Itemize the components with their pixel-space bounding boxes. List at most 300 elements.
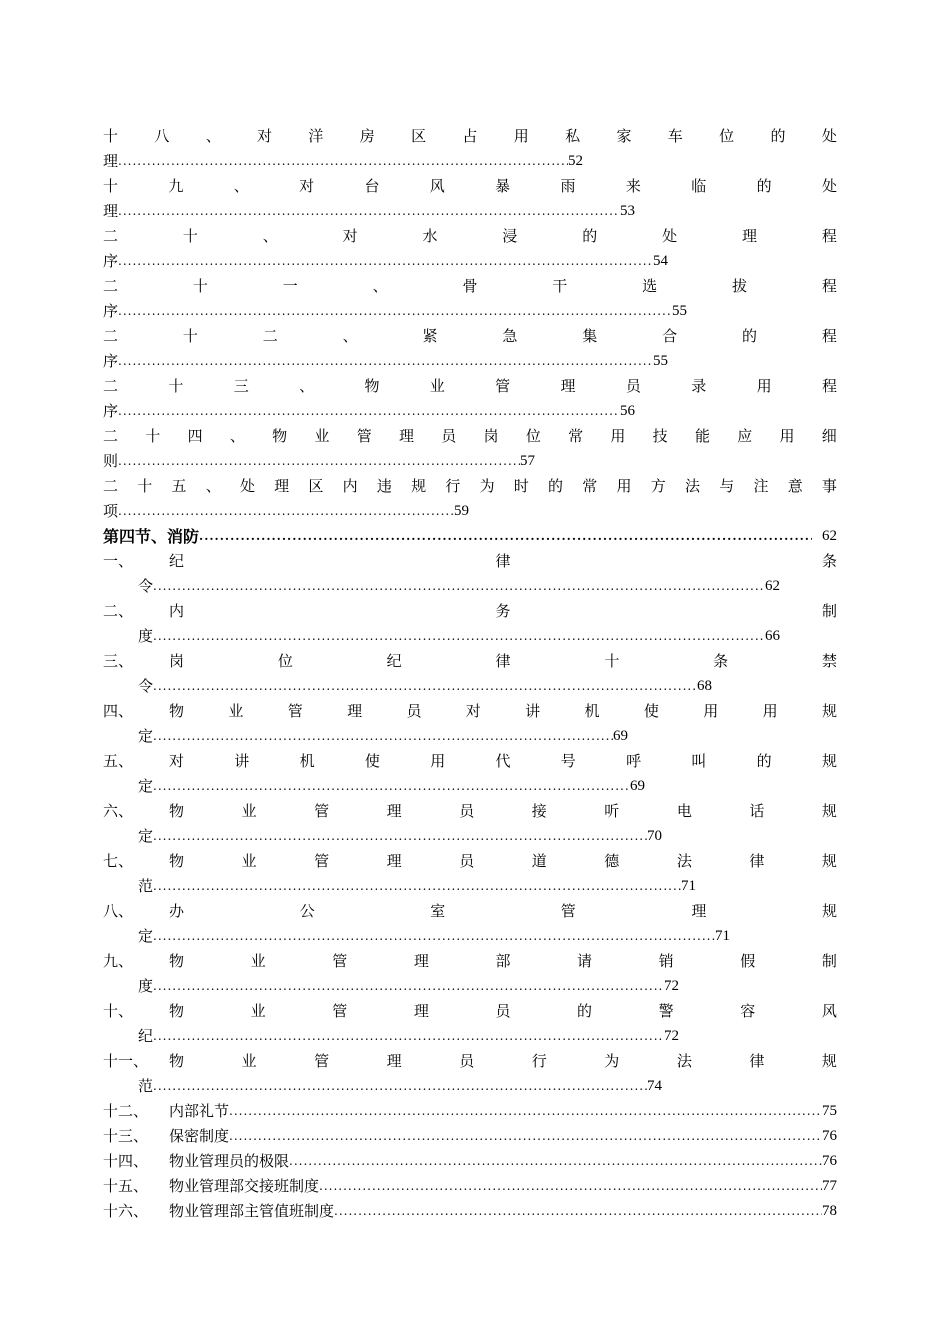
toc-entry-first-line	[103, 999, 837, 1024]
toc-entry-first-line	[103, 124, 837, 149]
toc-entry-second-line	[103, 774, 837, 799]
toc-entry-first-line	[103, 749, 837, 774]
toc-entry-char: 管	[356, 427, 372, 445]
toc-entry-char: 机	[299, 752, 315, 770]
toc-entry-char: 警	[658, 1002, 674, 1020]
toc-entry-char: 理	[274, 477, 290, 495]
toc-entry-second-line	[103, 674, 837, 699]
dot-leader	[229, 1124, 822, 1149]
toc-entry-char: 管	[560, 902, 576, 920]
toc-entry-first-line	[103, 1049, 837, 1074]
toc-entry-char: 常	[582, 477, 598, 495]
toc-entry-char: 占	[462, 127, 478, 145]
toc-entry-char: 风	[821, 1002, 837, 1020]
toc-entry-first-line	[103, 599, 837, 624]
toc-entry-char: 接	[531, 802, 547, 820]
toc-entry-char: 三	[233, 377, 249, 395]
toc-entry-number: 五、	[103, 752, 134, 770]
toc-entry-number: 十三、	[103, 1127, 149, 1145]
toc-entry-char: 机	[584, 702, 600, 720]
toc-entry-char: 房	[359, 127, 375, 145]
toc-entry-char: 浸	[502, 227, 518, 245]
dot-leader	[118, 499, 454, 524]
toc-entry-char: 代	[495, 752, 511, 770]
toc-entry-char: 用	[703, 702, 719, 720]
toc-entry-char: 用	[779, 427, 795, 445]
toc-entry-char: 理	[560, 377, 576, 395]
toc-entry-char: 注	[753, 477, 769, 495]
toc-entry-title	[169, 699, 837, 724]
toc-entry-char: 、	[372, 277, 388, 295]
toc-entry-char: 二	[103, 477, 119, 495]
toc-entry-char: 位	[525, 427, 541, 445]
toc-entry-char: 家	[616, 127, 632, 145]
toc-entry-char: 处	[662, 227, 678, 245]
toc-entry-char: 、	[342, 327, 358, 345]
toc-entry-number: 六、	[103, 802, 134, 820]
page-number: 59	[454, 503, 470, 519]
toc-entry-number: 十四、	[103, 1152, 149, 1170]
toc-entry-char: 管	[287, 702, 303, 720]
toc-entry-char: 号	[560, 752, 576, 770]
page-number: 55	[653, 353, 669, 369]
page-number: 52	[568, 153, 584, 169]
toc-entry-char: 十	[182, 227, 198, 245]
toc-entry-title	[169, 1049, 837, 1074]
toc-entry	[103, 424, 837, 474]
toc-entry-char: 业	[250, 1002, 266, 1020]
toc-entry-char: 业	[429, 377, 445, 395]
toc-entry-char: 、	[229, 427, 245, 445]
toc-entry-char: 暴	[495, 177, 511, 195]
toc-entry-title: 物业管理部主管值班制度	[169, 1202, 335, 1220]
toc-entry	[103, 599, 837, 649]
toc-entry-char: 员	[625, 377, 641, 395]
toc-entry-tail: 范	[138, 1077, 154, 1095]
toc-entry-char: 、	[299, 377, 315, 395]
toc-entry	[103, 799, 837, 849]
toc-entry-char: 事	[821, 477, 837, 495]
toc-entry-char: 私	[565, 127, 581, 145]
toc-entry-char: 二	[103, 427, 119, 445]
toc-entry-tail: 纪	[138, 1027, 154, 1045]
table-of-contents	[103, 124, 837, 1224]
toc-entry-char: 管	[314, 852, 330, 870]
toc-entry-char: 合	[662, 327, 678, 345]
toc-entry-char: 程	[821, 277, 837, 295]
toc-entry-char: 规	[821, 702, 837, 720]
toc-entry-char: 车	[667, 127, 683, 145]
toc-entry-char: 物	[169, 852, 185, 870]
toc-entry-char: 、	[262, 227, 278, 245]
toc-entry-char: 话	[749, 802, 765, 820]
toc-entry-char: 物	[169, 702, 185, 720]
dot-leader	[229, 1099, 822, 1124]
toc-entry-char: 十	[168, 377, 184, 395]
toc-entry-title: 内部礼节	[169, 1102, 230, 1120]
toc-entry-char: 的	[742, 327, 758, 345]
toc-entry	[103, 549, 837, 599]
toc-entry-number: 十一、	[103, 1052, 149, 1070]
toc-entry	[103, 124, 837, 174]
page-number: 57	[520, 453, 536, 469]
toc-entry-char: 的	[756, 752, 772, 770]
toc-entry-char: 骨	[462, 277, 478, 295]
toc-entry-second-line	[103, 249, 837, 274]
page-number: 72	[664, 978, 680, 994]
toc-entry-char: 条	[821, 552, 837, 570]
dot-leader	[153, 924, 715, 949]
toc-entry-tail: 序	[103, 302, 119, 320]
toc-entry-tail: 度	[138, 977, 154, 995]
toc-entry-first-line	[103, 699, 837, 724]
toc-entry-char: 违	[376, 477, 392, 495]
toc-entry-title	[169, 899, 837, 924]
toc-entry-char: 十	[137, 477, 153, 495]
toc-entry-second-line	[103, 974, 837, 999]
toc-entry	[103, 474, 837, 524]
toc-entry-first-line	[103, 224, 837, 249]
toc-entry-char: 、	[233, 177, 249, 195]
dot-leader	[153, 624, 765, 649]
toc-entry-char: 岗	[483, 427, 499, 445]
toc-entry-char: 使	[364, 752, 380, 770]
toc-entry-number: 八、	[103, 902, 134, 920]
toc-entry-char: 容	[740, 1002, 756, 1020]
toc-entry-char: 的	[770, 127, 786, 145]
toc-entry-char: 员	[459, 1052, 475, 1070]
dot-leader	[118, 349, 653, 374]
toc-entry-second-line	[103, 1024, 837, 1049]
toc-entry-char: 业	[241, 802, 257, 820]
toc-entry-number: 十六、	[103, 1202, 149, 1220]
toc-entry-char: 理	[386, 802, 402, 820]
toc-entry-char: 理	[398, 427, 414, 445]
toc-entry-title	[169, 649, 837, 674]
dot-leader	[153, 974, 664, 999]
toc-entry-char: 禁	[821, 652, 837, 670]
toc-entry-tail: 定	[138, 727, 154, 745]
toc-entry-char: 律	[749, 852, 765, 870]
toc-entry-number: 二、	[103, 602, 134, 620]
toc-entry-char: 的	[582, 227, 598, 245]
toc-entry-char: 员	[459, 852, 475, 870]
toc-entry-char: 对	[257, 127, 273, 145]
toc-entry-char: 细	[821, 427, 837, 445]
toc-entry-char: 法	[676, 1052, 692, 1070]
toc-entry-char: 道	[531, 852, 547, 870]
toc-entry	[103, 1124, 837, 1149]
toc-entry-char: 用	[610, 427, 626, 445]
dot-leader	[153, 674, 697, 699]
toc-entry-number: 九、	[103, 952, 134, 970]
page-number: 69	[613, 728, 629, 744]
toc-entry-first-line	[103, 474, 837, 499]
toc-entry-second-line	[103, 574, 837, 599]
toc-entry-char: 录	[691, 377, 707, 395]
toc-entry-char: 条	[713, 652, 729, 670]
toc-entry	[103, 324, 837, 374]
toc-entry-char: 讲	[525, 702, 541, 720]
toc-entry-char: 用	[616, 477, 632, 495]
toc-entry-tail: 度	[138, 627, 154, 645]
dot-leader	[199, 524, 812, 549]
toc-entry-char: 叫	[691, 752, 707, 770]
toc-entry-first-line	[103, 374, 837, 399]
toc-entry-char: 位	[719, 127, 735, 145]
toc-entry-char: 程	[821, 327, 837, 345]
toc-entry-char: 理	[742, 227, 758, 245]
toc-entry	[103, 899, 837, 949]
toc-entry-char: 程	[821, 227, 837, 245]
toc-entry	[103, 999, 837, 1049]
toc-entry-char: 规	[821, 852, 837, 870]
toc-entry-title: 保密制度	[169, 1127, 230, 1145]
toc-entry-char: 拔	[732, 277, 748, 295]
toc-entry-char: 销	[658, 952, 674, 970]
toc-entry-char: 公	[299, 902, 315, 920]
toc-entry-char: 的	[756, 177, 772, 195]
toc-entry-char: 内	[342, 477, 358, 495]
page-number: 70	[647, 828, 663, 844]
toc-entry-char: 律	[495, 652, 511, 670]
toc-entry	[103, 699, 837, 749]
toc-entry-char: 规	[821, 802, 837, 820]
toc-entry-first-line	[103, 424, 837, 449]
page-number: 62	[822, 528, 837, 544]
page-number: 53	[620, 203, 636, 219]
dot-leader	[118, 299, 672, 324]
toc-entry-char: 用	[513, 127, 529, 145]
toc-entry-char: 物	[169, 952, 185, 970]
toc-entry-char: 为	[604, 1052, 620, 1070]
toc-entry-tail: 序	[103, 252, 119, 270]
toc-entry-number: 一、	[103, 552, 134, 570]
toc-entry-char: 务	[495, 602, 511, 620]
page-number: 54	[653, 253, 669, 269]
toc-entry-char: 行	[445, 477, 461, 495]
toc-entry-first-line	[103, 174, 837, 199]
toc-entry-char: 业	[241, 1052, 257, 1070]
toc-entry-char: 能	[694, 427, 710, 445]
page-number: 77	[822, 1178, 837, 1194]
page-number: 71	[715, 928, 731, 944]
page-number: 71	[681, 878, 697, 894]
toc-entry-char: 假	[740, 952, 756, 970]
toc-entry-second-line	[103, 499, 837, 524]
page-number: 66	[765, 628, 781, 644]
toc-entry-char: 管	[495, 377, 511, 395]
toc-entry	[103, 1174, 837, 1199]
toc-entry-char: 、	[205, 127, 221, 145]
toc-entry-char: 常	[568, 427, 584, 445]
toc-entry-char: 五	[171, 477, 187, 495]
toc-entry-number: 七、	[103, 852, 134, 870]
toc-entry-first-line	[103, 799, 837, 824]
toc-entry-second-line	[103, 874, 837, 899]
page-number: 56	[620, 403, 636, 419]
toc-entry-char: 选	[642, 277, 658, 295]
toc-entry-char: 风	[429, 177, 445, 195]
toc-entry-char: 使	[643, 702, 659, 720]
page-number: 55	[672, 303, 688, 319]
toc-entry-char: 二	[103, 277, 119, 295]
toc-entry-char: 意	[787, 477, 803, 495]
toc-entry-char: 管	[332, 952, 348, 970]
toc-entry-char: 十	[103, 127, 119, 145]
toc-entry-char: 业	[241, 852, 257, 870]
toc-entry-char: 理	[413, 952, 429, 970]
toc-entry-char: 八	[154, 127, 170, 145]
toc-entry	[103, 649, 837, 699]
page-number: 72	[664, 1028, 680, 1044]
toc-entry-number: 四、	[103, 702, 134, 720]
dot-leader	[153, 574, 765, 599]
toc-entry-char: 紧	[422, 327, 438, 345]
toc-entry-char: 行	[531, 1052, 547, 1070]
toc-entry-char: 规	[821, 1052, 837, 1070]
dot-leader	[118, 449, 520, 474]
toc-entry-char: 物	[364, 377, 380, 395]
toc-entry-char: 集	[582, 327, 598, 345]
toc-entry-char: 干	[552, 277, 568, 295]
toc-entry-second-line	[103, 624, 837, 649]
toc-entry-char: 台	[364, 177, 380, 195]
toc-entry-tail: 范	[138, 877, 154, 895]
toc-entry	[103, 1149, 837, 1174]
page-number: 69	[630, 778, 646, 794]
toc-entry-char: 听	[604, 802, 620, 820]
toc-entry	[103, 849, 837, 899]
toc-entry-char: 物	[272, 427, 288, 445]
dot-leader	[153, 824, 647, 849]
dot-leader	[118, 249, 653, 274]
toc-entry-char: 物	[169, 802, 185, 820]
toc-entry-second-line	[103, 199, 837, 224]
toc-entry-first-line	[103, 949, 837, 974]
toc-entry-char: 内	[169, 602, 185, 620]
page-number: 62	[765, 578, 781, 594]
toc-entry-first-line	[103, 649, 837, 674]
toc-entry-char: 处	[821, 177, 837, 195]
page-number: 75	[822, 1103, 837, 1119]
toc-entry-char: 十	[604, 652, 620, 670]
toc-entry-char: 律	[749, 1052, 765, 1070]
toc-entry-char: 办	[169, 902, 185, 920]
toc-entry-tail: 序	[103, 352, 119, 370]
toc-entry-char: 电	[676, 802, 692, 820]
toc-entry-char: 岗	[169, 652, 185, 670]
toc-entry-char: 为	[479, 477, 495, 495]
dot-leader	[334, 1199, 822, 1224]
toc-entry-char: 技	[652, 427, 668, 445]
toc-entry-char: 区	[308, 477, 324, 495]
dot-leader	[319, 1174, 822, 1199]
toc-entry-char: 德	[604, 852, 620, 870]
toc-entry-char: 业	[250, 952, 266, 970]
toc-entry-char: 与	[719, 477, 735, 495]
toc-entry-char: 四	[187, 427, 203, 445]
toc-entry-title	[169, 849, 837, 874]
dot-leader	[118, 199, 620, 224]
toc-entry-second-line	[103, 449, 837, 474]
toc-entry-char: 法	[676, 852, 692, 870]
toc-entry-char: 制	[821, 602, 837, 620]
toc-entry-char: 业	[314, 427, 330, 445]
toc-entry-char: 员	[459, 802, 475, 820]
toc-entry-char: 时	[513, 477, 529, 495]
toc-entry-number: 三、	[103, 652, 134, 670]
toc-entry-char: 十	[103, 177, 119, 195]
toc-entry-char: 的	[577, 1002, 593, 1020]
toc-entry-tail: 理	[103, 152, 119, 170]
toc-entry-char: 二	[103, 327, 119, 345]
toc-entry-char: 业	[228, 702, 244, 720]
toc-entry-char: 急	[502, 327, 518, 345]
toc-entry-char: 十	[182, 327, 198, 345]
toc-entry-char: 十	[145, 427, 161, 445]
toc-entry-tail: 定	[138, 827, 154, 845]
toc-entry-char: 员	[406, 702, 422, 720]
dot-leader	[118, 399, 620, 424]
toc-entry-char: 用	[762, 702, 778, 720]
dot-leader	[153, 1074, 647, 1099]
toc-entry-char: 管	[332, 1002, 348, 1020]
toc-entry-number: 十五、	[103, 1177, 149, 1195]
toc-entry-char: 理	[347, 702, 363, 720]
toc-entry-tail: 序	[103, 402, 119, 420]
toc-entry-char: 雨	[560, 177, 576, 195]
toc-entry-title	[169, 949, 837, 974]
toc-entry-first-line	[103, 324, 837, 349]
toc-entry-char: 呼	[626, 752, 642, 770]
toc-entry-first-line	[103, 274, 837, 299]
toc-entry	[103, 274, 837, 324]
toc-entry-char: 室	[430, 902, 446, 920]
toc-entry-second-line	[103, 724, 837, 749]
dot-leader	[153, 724, 613, 749]
toc-entry-char: 对	[299, 177, 315, 195]
toc-entry-tail: 项	[103, 502, 119, 520]
toc-entry-title: 物业管理部交接班制度	[169, 1177, 320, 1195]
toc-entry-char: 理	[386, 852, 402, 870]
page-number: 68	[697, 678, 713, 694]
toc-entry-char: 部	[495, 952, 511, 970]
toc-entry-char: 临	[691, 177, 707, 195]
toc-entry-second-line	[103, 349, 837, 374]
toc-entry-char: 制	[821, 952, 837, 970]
toc-entry-char: 物	[169, 1052, 185, 1070]
dot-leader	[153, 774, 630, 799]
toc-entry	[103, 749, 837, 799]
toc-entry-char: 二	[103, 377, 119, 395]
toc-entry	[103, 1049, 837, 1099]
toc-entry-second-line	[103, 299, 837, 324]
toc-entry-tail: 定	[138, 777, 154, 795]
toc-entry-second-line	[103, 1074, 837, 1099]
toc-entry-char: 水	[422, 227, 438, 245]
toc-entry-char: 纪	[169, 552, 185, 570]
toc-entry	[103, 174, 837, 224]
section-heading	[103, 524, 837, 549]
toc-entry-char: 规	[821, 752, 837, 770]
toc-entry-number: 十、	[103, 1002, 134, 1020]
page-number: 78	[822, 1203, 837, 1219]
toc-entry-char: 方	[650, 477, 666, 495]
toc-entry-title	[169, 799, 837, 824]
toc-entry-char: 来	[625, 177, 641, 195]
toc-entry-char: 九	[168, 177, 184, 195]
